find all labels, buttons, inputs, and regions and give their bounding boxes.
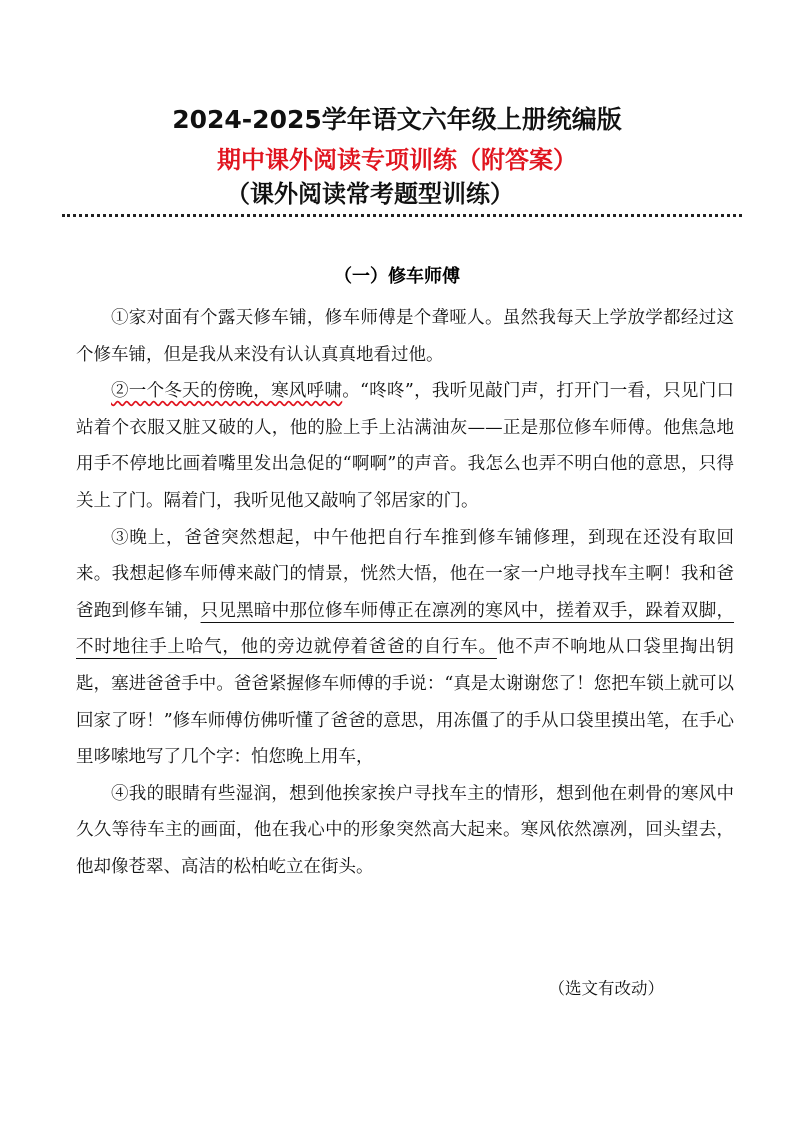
underlined-sentence: 只见黑暗中那位修车师傅正在凛冽的寒风中，搓着双手，跺着双脚，不时地往手上哈气，他的旁边就停着爸爸的自行车。 — [76, 600, 735, 658]
paragraph-3-start: ③晚上，爸爸突然想起，中午他把自行车推到修车铺修理，到现在还没有取回来。我想起修车师傅来敲门的情景，恍然大悟，他在一家一户地寻找车主啊！我和爸爸跑到修车铺， — [76, 527, 734, 621]
paragraph-3 — [76, 520, 734, 776]
paragraph-3-end: 他不声不响地从口袋里掏出钥匙，塞进爸爸手中。爸爸紧握修车师傅的手说：“真是太谢谢您了！您把车锁上就可以回家了呀！”修车师傅仿佛听懂了爸爸的意思，用冻僵了的手从口袋里摸出笔，在手心里哆嗦地写了几个字：怕您晚上用车， — [76, 637, 735, 768]
dotted-divider — [62, 214, 742, 217]
section-title: （一）修车师傅 — [334, 266, 460, 287]
document-subtitle-secondary: （课外阅读常考题型训练） — [226, 180, 514, 208]
passage-body — [76, 300, 734, 886]
source-note: （选文有改动） — [548, 979, 664, 998]
paragraph-1: ①家对面有个露天修车铺，修车师傅是个聋哑人。虽然我每天上学放学都经过这个修车铺，但是我从来没有认认真真地看过他。 — [76, 308, 734, 365]
document-subtitle: 期中课外阅读专项训练（附答案） — [217, 146, 577, 174]
document-title: 2024-2025学年语文六年级上册统编版 — [172, 105, 622, 134]
wavy-underlined-phrase: ②一个冬天的傍晚，寒风呼啸 — [111, 381, 343, 402]
paragraph-4: ④我的眼睛有些湿润，想到他挨家挨户寻找车主的情形，想到他在刺骨的寒风中久久等待车主的画面，他在我心中的形象突然高大起来。寒风依然凛冽，回头望去，他却像苍翠、高洁的松柏屹立在街头。 — [76, 783, 734, 877]
paragraph-2 — [76, 373, 734, 519]
paragraph-2-rest: 。“咚咚”，我听见敲门声，打开门一看，只见门口站着个衣服又脏又破的人，他的脸上手上沾满油灰——正是那位修车师傅。他焦急地用手不停地比画着嘴里发出急促的“啊啊”的声音。我怎么也弄不明白他的意思，只得关上了门。隔着门，我听见他又敲响了邻居家的门。 — [76, 381, 734, 511]
